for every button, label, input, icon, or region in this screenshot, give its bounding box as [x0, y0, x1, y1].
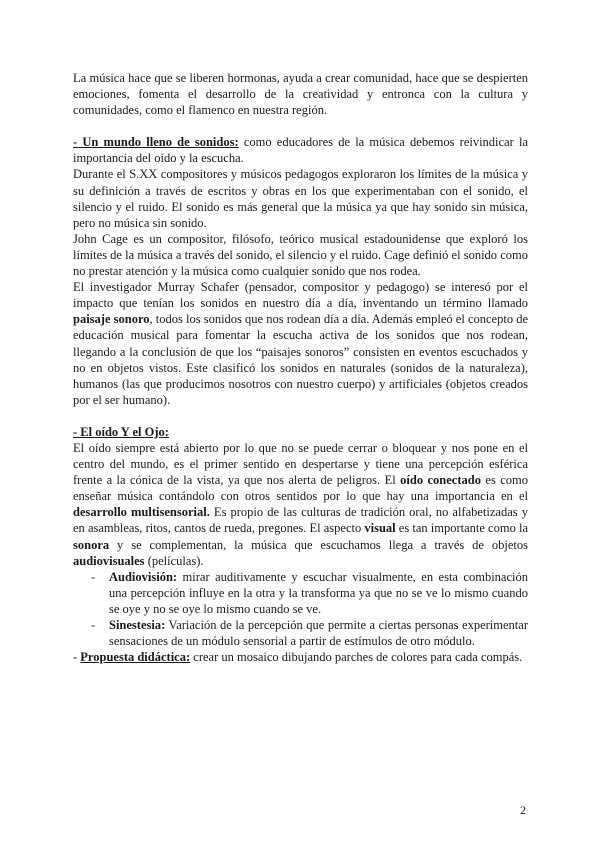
paragraph-propuesta: - Propuesta didáctica: crear un mosaico dibujando parches de colores para cada compás. [73, 650, 523, 665]
term-paisaje-sonoro: paisaje sonoro [73, 312, 150, 327]
paragraph-cage: John Cage es un compositor, filósofo, teórico musical estadounidense que exploró los límites de la música a través del sonido, el silencio y el ruido. Cage definió el sonido como no prestar atención y la música como cualquier sonido que nos rodea. [73, 231, 528, 279]
section-sonidos-intro: - Un mundo lleno de sonidos: como educadores de la música debemos reivindicar la importancia del oído y la escucha. [73, 135, 529, 166]
section-heading-oido-ojo: - El oído Y el Ojo: [73, 424, 169, 439]
page-number: 2 [520, 803, 526, 817]
term-desarrollo-multisensorial: desarrollo multisensorial. [73, 505, 210, 520]
spacer [73, 118, 528, 134]
paragraph-oido: El oído siempre está abierto por lo que no se puede cerrar o bloquear y nos pone en el centro del mundo, es el primer sentido en despertarse y tiene una percepción esférica frente a la cónica de la vista, ya que nos alerta de peligros. El oído conectado es como enseñar música contándolo con otros sentidos por lo que hay una importancia en el desarrollo multisensorial. Es propio de las culturas de tradición oral, no alfabetizadas y en asambleas, ritos, cantos de rueda, pregones. El aspecto visual es tan importante como la sonora y se complementan, la música que escuchamos llega a través de objetos audiovisuales (películas). [73, 440, 529, 568]
term-audiovisuales: audiovisuales [73, 553, 145, 568]
term-sonora: sonora [73, 537, 110, 552]
dash-icon: - [91, 618, 96, 632]
list-item: - Audiovisión: mirar auditivamente y escuchar visualmente, en esta combinación una percepción influye en la otra y la transforma ya que no se ve lo mismo cuando se oye y no se oye lo mismo cuando se ve. [91, 569, 528, 616]
term-oido-conectado: oído conectado [400, 473, 481, 488]
term-propuesta-didactica: Propuesta didáctica: [80, 650, 191, 665]
term-visual: visual [364, 521, 396, 536]
spacer [73, 408, 528, 424]
dash-icon: - [91, 569, 96, 584]
paragraph-sxx: Durante el S.XX compositores y músicos pedagogos exploraron los límites de la música y su definición a través de escritos y obras en los que experimentaban con el sonido, el silencio y el ruido. El sonido es más general que la música ya que hay sonido sin música, pero no música sin sonido. [73, 167, 528, 230]
paragraph-schafer: El investigador Murray Schafer (pensador, compositor y pedagogo) se interesó por el impacto que tenían los sonidos en nuestro día a día, inventando un término llamado paisaje sonoro, todos los sonidos que nos rodean día a día. Además empleó el concepto de educación musical para fomentar la escucha activa de los sonidos que nos rodean, llegando a la conclusión de que los “paisajes sonoros” consisten en eventos escuchados y no en objetos vistos. Este clasificó los sonidos en naturales (sonidos de la naturaleza), humanos (las que producimos nosotros con nuestro cuerpo) y artificiales (objetos creados por el ser humano). [73, 280, 529, 407]
bullet-list [73, 569, 528, 649]
section-heading-sonidos: - Un mundo lleno de sonidos: [73, 135, 239, 150]
list-item: - Sinestesia: Variación de la percepción que permite a ciertas personas experimentar sensaciones de un módulo sensorial a partir de estímulos de otro módulo. [91, 618, 528, 649]
page-body [73, 70, 528, 665]
intro-paragraph: La música hace que se liberen hormonas, ayuda a crear comunidad, hace que se despierten emociones, fomenta el desarrollo de la creatividad y entronca con la cultura y comunidades, como el flamenco en nuestra región. [73, 71, 528, 118]
